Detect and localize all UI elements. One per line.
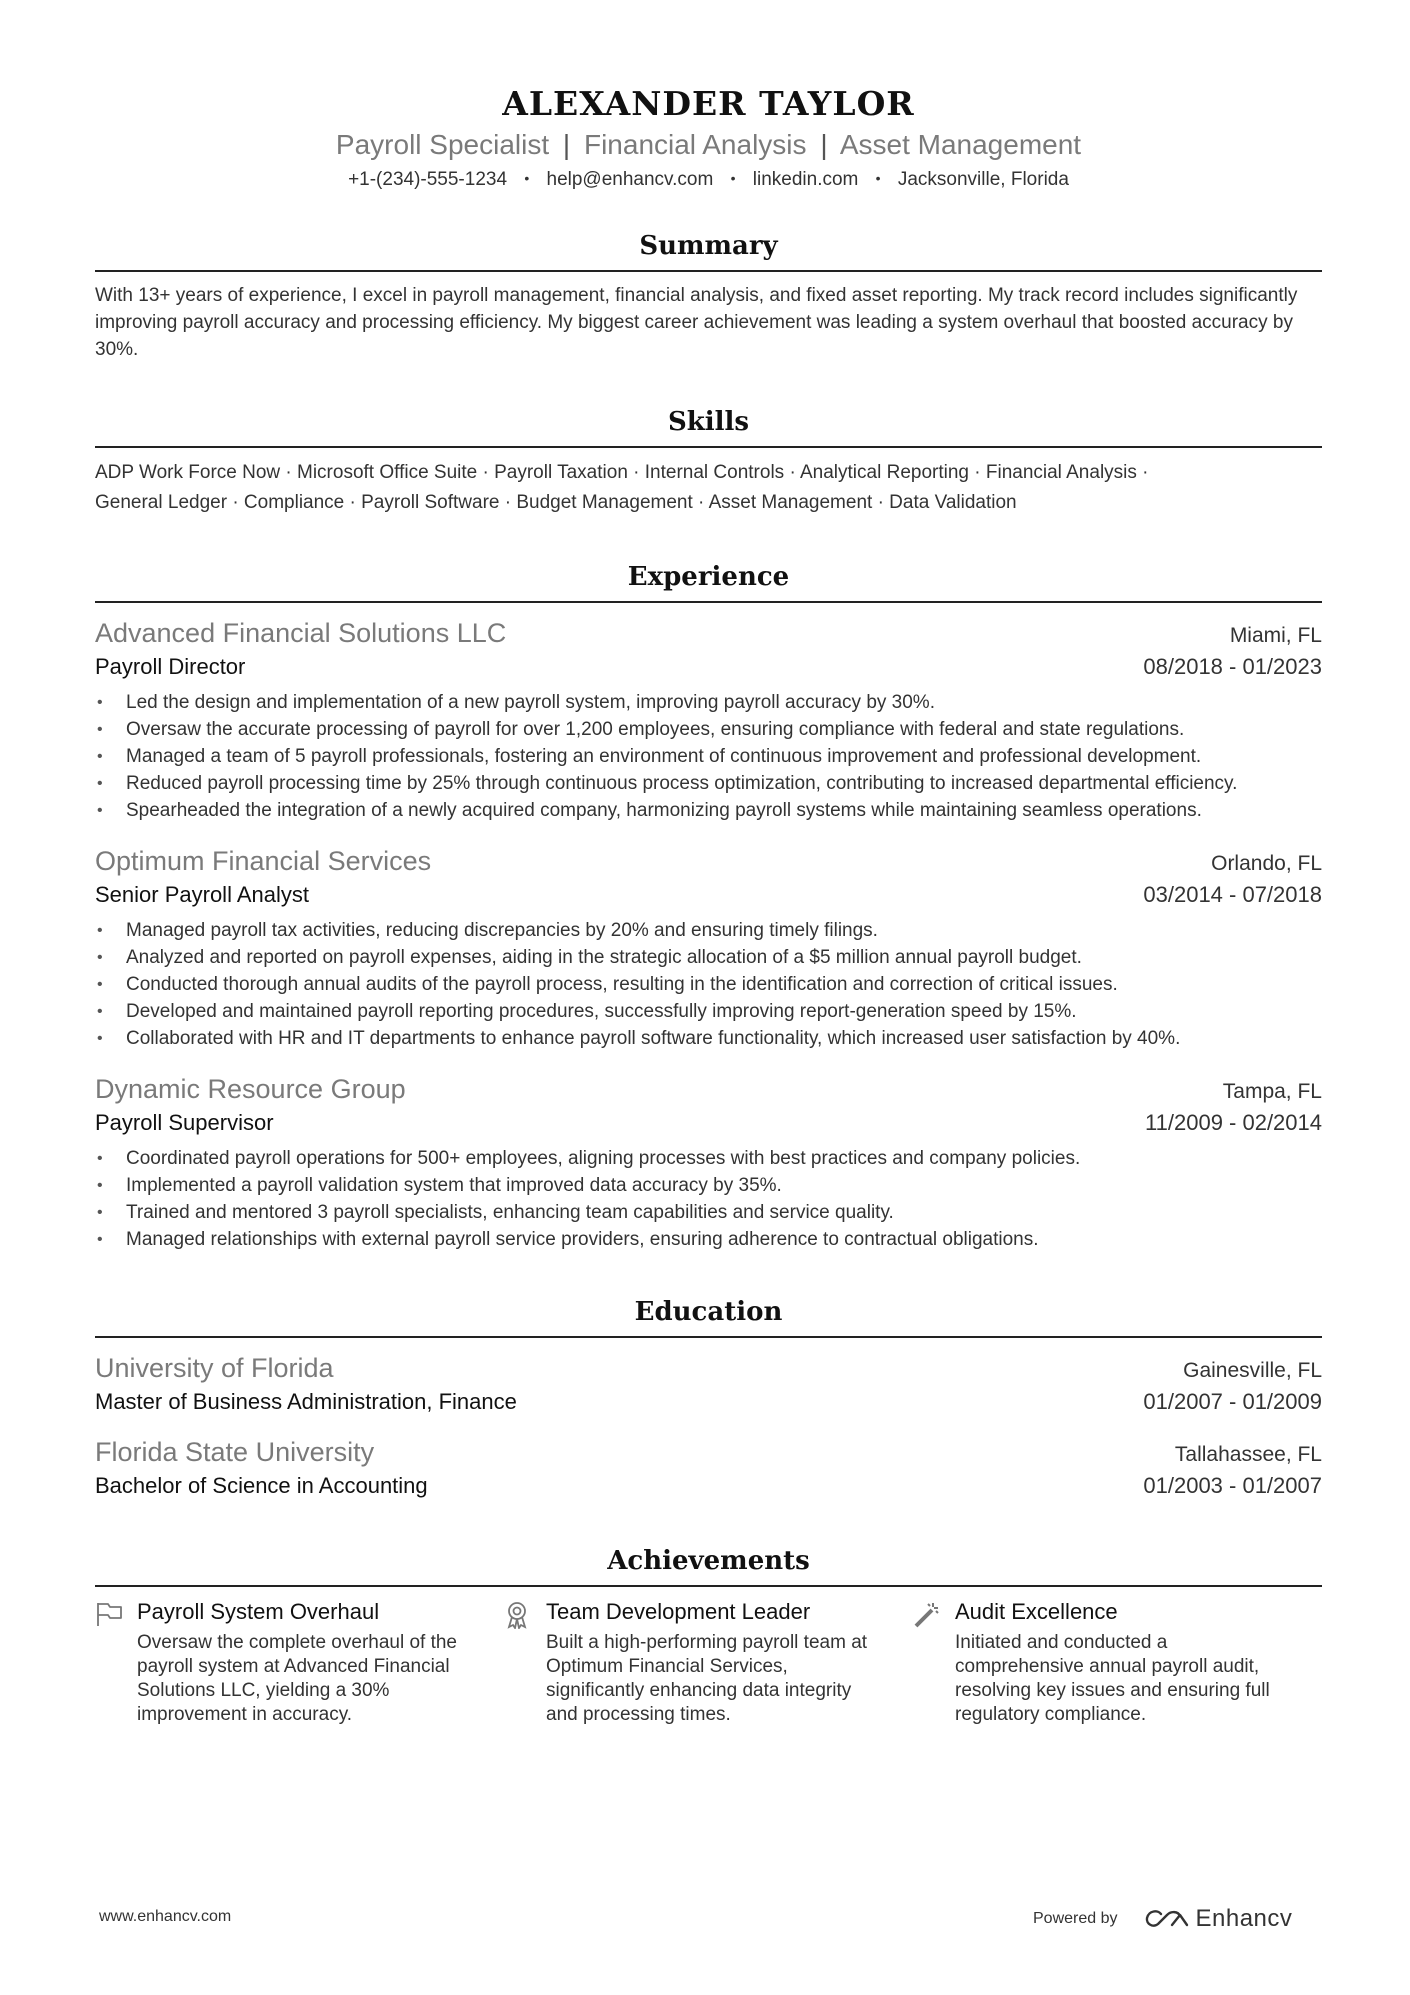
achievement-item [95, 1597, 504, 1727]
bullet-item: • Managed relationships with external payroll service providers, ensuring adherence to contractual obligations. [95, 1226, 1322, 1253]
brand-name: Enhancv [1195, 1905, 1293, 1932]
achievement-description: Built a high-performing payroll team at Optimum Financial Services, significantly enhancing data integrity and processing times. [546, 1632, 868, 1725]
skills-list [95, 458, 1322, 518]
achievements-section [95, 1544, 1322, 1727]
contact-phone[interactable]: +1-(234)-555-1234 [348, 169, 508, 190]
job-dates: 11/2009 - 02/2014 [1145, 1110, 1322, 1135]
job-role: Senior Payroll Analyst [95, 882, 309, 907]
title-separator: | [562, 129, 571, 160]
achievement-title: Audit Excellence [955, 1599, 1118, 1624]
job-bullets [95, 917, 1322, 1052]
job-role: Payroll Supervisor [95, 1110, 274, 1135]
job-role: Payroll Director [95, 654, 246, 679]
job-dates: 03/2014 - 07/2018 [1143, 882, 1322, 907]
school-name: Florida State University [95, 1437, 375, 1467]
bullet-item: • Coordinated payroll operations for 500+ employees, aligning processes with best practices and company policies. [95, 1145, 1322, 1172]
education-dates: 01/2007 - 01/2009 [1143, 1389, 1322, 1414]
job-location: Orlando, FL [1211, 852, 1322, 875]
skills-line: General Ledger · Compliance · Payroll Software · Budget Management · Asset Management · Data Validation [95, 492, 1017, 513]
school-location: Tallahassee, FL [1174, 1443, 1322, 1466]
degree-name: Master of Business Administration, Finance [95, 1389, 517, 1414]
job-dates: 08/2018 - 01/2023 [1143, 654, 1322, 679]
experience-heading: Experience [95, 560, 1322, 603]
bullet-item: • Implemented a payroll validation system that improved data accuracy by 35%. [95, 1172, 1322, 1199]
experience-entry [95, 843, 1322, 1052]
experience-entry [95, 1071, 1322, 1253]
bullet-item: • Managed a team of 5 payroll professionals, fostering an environment of continuous improvement and professional development. [95, 743, 1322, 770]
job-bullets [95, 1145, 1322, 1253]
bullet-item: • Reduced payroll processing time by 25% through continuous process optimization, contributing to increased departmental efficiency. [95, 770, 1322, 797]
summary-heading: Summary [95, 229, 1322, 272]
company-name: Optimum Financial Services [95, 846, 432, 876]
title-part: Asset Management [839, 129, 1082, 160]
bullet-item: • Oversaw the accurate processing of payroll for over 1,200 employees, ensuring compliance with federal and state regulations. [95, 716, 1322, 743]
achievements-heading: Achievements [95, 1544, 1322, 1587]
candidate-title [95, 127, 1322, 163]
achievement-title: Payroll System Overhaul [137, 1599, 380, 1624]
title-part: Payroll Specialist [335, 129, 550, 160]
enhancv-logo-icon [1144, 1907, 1190, 1931]
achievement-item [504, 1597, 913, 1727]
school-location: Gainesville, FL [1183, 1359, 1322, 1382]
footer-url[interactable]: www.enhancv.com [99, 1908, 232, 1925]
bullet-item: • Trained and mentored 3 payroll specialists, enhancing team capabilities and service quality. [95, 1199, 1322, 1226]
achievement-title: Team Development Leader [546, 1599, 811, 1624]
magic-wand-icon [913, 1597, 955, 1727]
powered-by-label: Powered by [1033, 1910, 1118, 1927]
award-icon [504, 1597, 546, 1727]
contact-location: Jacksonville, Florida [897, 169, 1069, 190]
education-entry [95, 1434, 1322, 1502]
education-dates: 01/2003 - 01/2007 [1143, 1473, 1322, 1498]
bullet-item: • Conducted thorough annual audits of the payroll process, resulting in the identification and correction of critical issues. [95, 971, 1322, 998]
candidate-name: ALEXANDER TAYLOR [502, 84, 915, 123]
resume-header [95, 0, 1322, 193]
experience-entry [95, 615, 1322, 824]
education-heading: Education [95, 1295, 1322, 1338]
bullet-item: • Collaborated with HR and IT departments to enhance payroll software functionality, which increased user satisfaction by 40%. [95, 1025, 1322, 1052]
bullet-item: • Analyzed and reported on payroll expenses, aiding in the strategic allocation of a $5 million annual payroll budget. [95, 944, 1322, 971]
contact-separator: • [875, 170, 881, 186]
skills-line: ADP Work Force Now · Microsoft Office Suite · Payroll Taxation · Internal Controls · Analytical Reporting · Financial Analysis · [95, 462, 1149, 483]
job-bullets [95, 689, 1322, 824]
bullet-item: • Led the design and implementation of a new payroll system, improving payroll accuracy by 30%. [95, 689, 1322, 716]
school-name: University of Florida [95, 1353, 334, 1383]
resume-page [95, 0, 1322, 1727]
skills-section [95, 405, 1322, 518]
contact-separator: • [730, 170, 736, 186]
degree-name: Bachelor of Science in Accounting [95, 1473, 428, 1498]
achievement-item [913, 1597, 1322, 1727]
bullet-item: • Spearheaded the integration of a newly acquired company, harmonizing payroll systems while maintaining seamless operations. [95, 797, 1322, 824]
title-part: Financial Analysis [583, 129, 807, 160]
summary-text: With 13+ years of experience, I excel in payroll management, financial analysis, and fixed asset reporting. My track record includes significantly improving payroll accuracy and processing efficiency. My biggest career achievement was leading a system overhaul that boosted accuracy by 30%. [95, 285, 1298, 360]
footer-powered-by [1033, 1905, 1292, 1933]
achievement-description: Initiated and conducted a comprehensive annual payroll audit, resolving key issues and ensuring full regulatory compliance. [955, 1632, 1270, 1725]
education-entry [95, 1350, 1322, 1418]
contact-line [95, 165, 1322, 193]
achievement-description: Oversaw the complete overhaul of the payroll system at Advanced Financial Solutions LLC, yielding a 30% improvement in accuracy. [137, 1632, 458, 1725]
contact-email[interactable]: help@enhancv.com [546, 169, 714, 190]
job-location: Miami, FL [1229, 624, 1322, 647]
bullet-item: • Developed and maintained payroll reporting procedures, successfully improving report-generation speed by 15%. [95, 998, 1322, 1025]
title-separator: | [820, 129, 828, 160]
summary-section [95, 229, 1322, 363]
bullet-item: • Managed payroll tax activities, reducing discrepancies by 20% and ensuring timely filings. [95, 917, 1322, 944]
skills-heading: Skills [95, 405, 1322, 448]
contact-linkedin[interactable]: linkedin.com [752, 169, 859, 190]
enhancv-logo[interactable] [1144, 1905, 1293, 1933]
achievements-grid [95, 1597, 1322, 1727]
experience-section [95, 560, 1322, 1253]
flag-icon [95, 1597, 137, 1727]
company-name: Advanced Financial Solutions LLC [95, 618, 507, 648]
education-section [95, 1295, 1322, 1502]
company-name: Dynamic Resource Group [95, 1074, 406, 1104]
job-location: Tampa, FL [1222, 1080, 1322, 1103]
contact-separator: • [524, 170, 530, 186]
